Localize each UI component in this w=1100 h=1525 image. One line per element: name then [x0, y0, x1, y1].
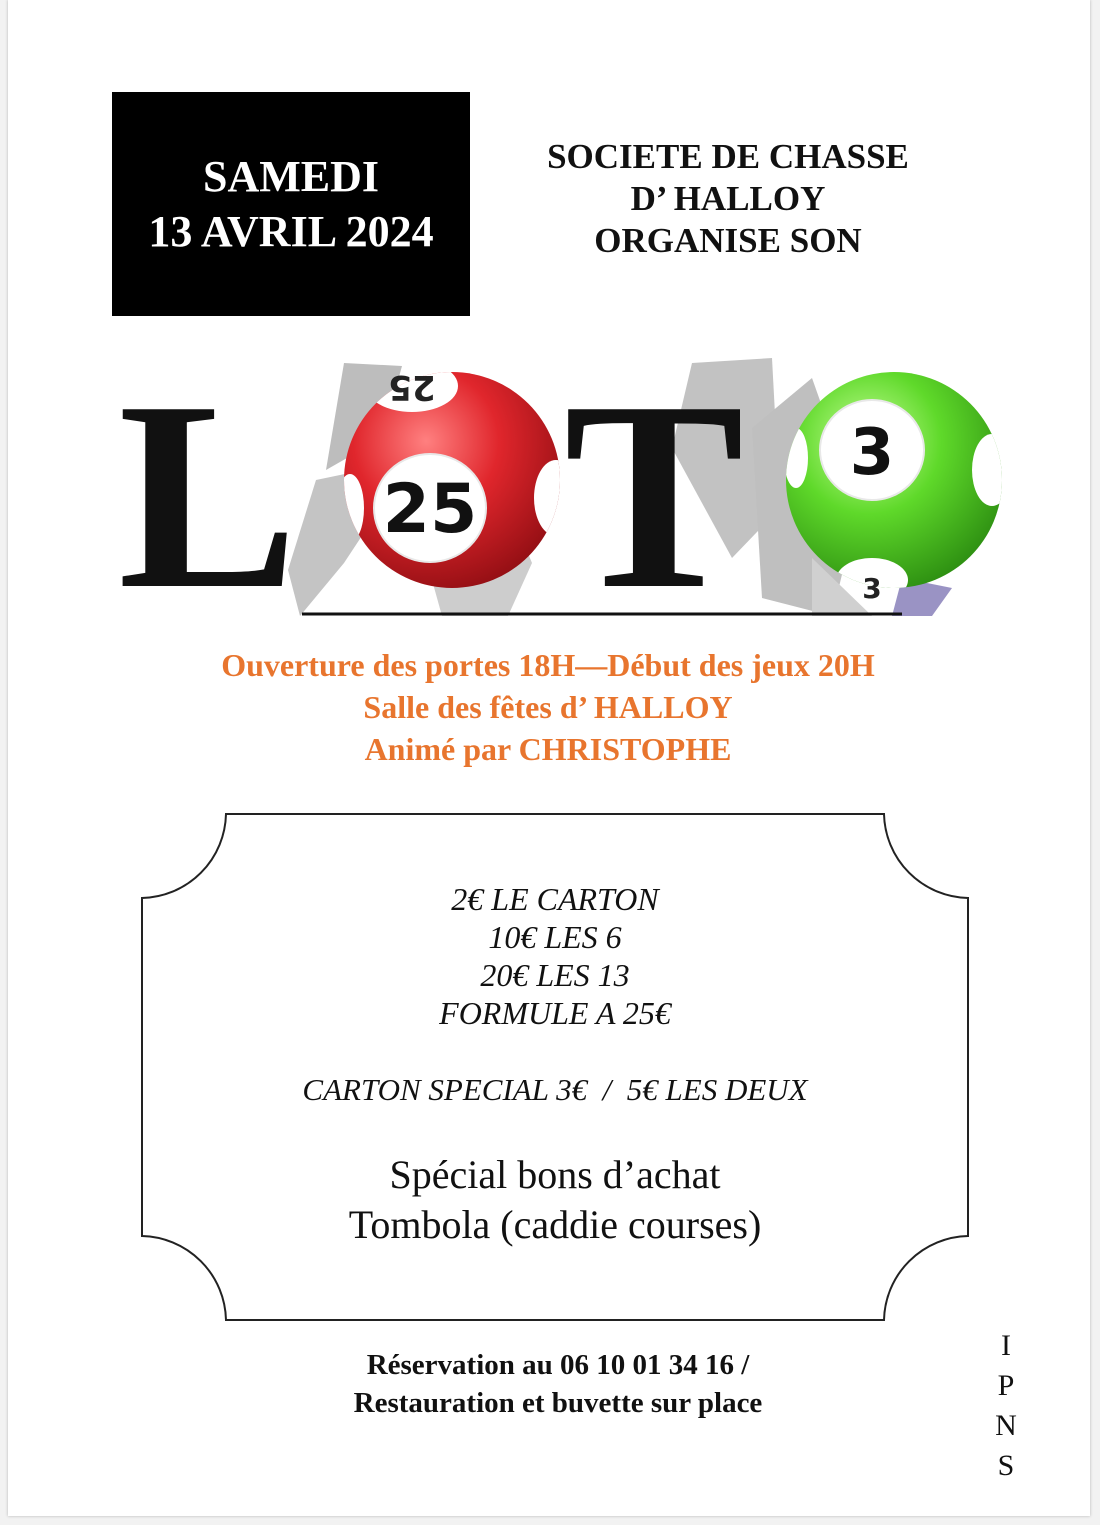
- red-ball-number-top: 25: [388, 367, 436, 407]
- organizer-line-3: ORGANISE SON: [594, 221, 862, 260]
- price-line-2: 10€ LES 6: [488, 919, 622, 955]
- loto-logo: [112, 358, 1002, 620]
- ipns-letter: I: [1001, 1329, 1011, 1362]
- price-line-3: 20€ LES 13: [480, 957, 630, 993]
- extras-block: [140, 1150, 970, 1250]
- logo-letter-l: L: [118, 358, 299, 620]
- ipns-letter: S: [997, 1449, 1015, 1482]
- date-box: [112, 92, 470, 316]
- event-info: [98, 644, 998, 770]
- organizer-line-2: D’ HALLOY: [630, 179, 826, 218]
- logo-letter-t: T: [564, 358, 745, 620]
- price-line-1: 2€ LE CARTON: [451, 881, 659, 917]
- organizer-line-1: SOCIETE DE CHASSE: [547, 137, 909, 176]
- green-ball-number: 3: [849, 416, 895, 490]
- info-hours: Ouverture des portes 18H—Début des jeux 20H: [221, 647, 875, 683]
- red-ball-number: 25: [382, 470, 478, 549]
- organizer-block: [508, 136, 948, 262]
- info-host: Animé par CHRISTOPHE: [364, 731, 732, 767]
- ipns-letter: N: [995, 1409, 1017, 1442]
- footer-block: [208, 1346, 908, 1422]
- event-day: SAMEDI: [202, 152, 380, 201]
- event-date: 13 AVRIL 2024: [148, 207, 434, 256]
- poster-page: [8, 0, 1090, 1516]
- extras-vouchers: Spécial bons d’achat: [389, 1152, 721, 1197]
- extras-tombola: Tombola (caddie courses): [348, 1202, 762, 1247]
- ipns-letter: P: [997, 1369, 1015, 1402]
- info-venue: Salle des fêtes d’ HALLOY: [363, 689, 733, 725]
- footer-reservation: Réservation au 06 10 01 34 16 /: [366, 1349, 750, 1381]
- price-line-4: FORMULE A 25€: [439, 995, 671, 1031]
- special-card-price: CARTON SPECIAL 3€ / 5€ LES DEUX: [302, 1072, 808, 1107]
- footer-catering: Restauration et buvette sur place: [353, 1387, 763, 1419]
- green-ball-number-bottom: 3: [862, 572, 882, 605]
- price-list: [140, 880, 970, 1032]
- ipns-mark: [986, 1326, 1026, 1486]
